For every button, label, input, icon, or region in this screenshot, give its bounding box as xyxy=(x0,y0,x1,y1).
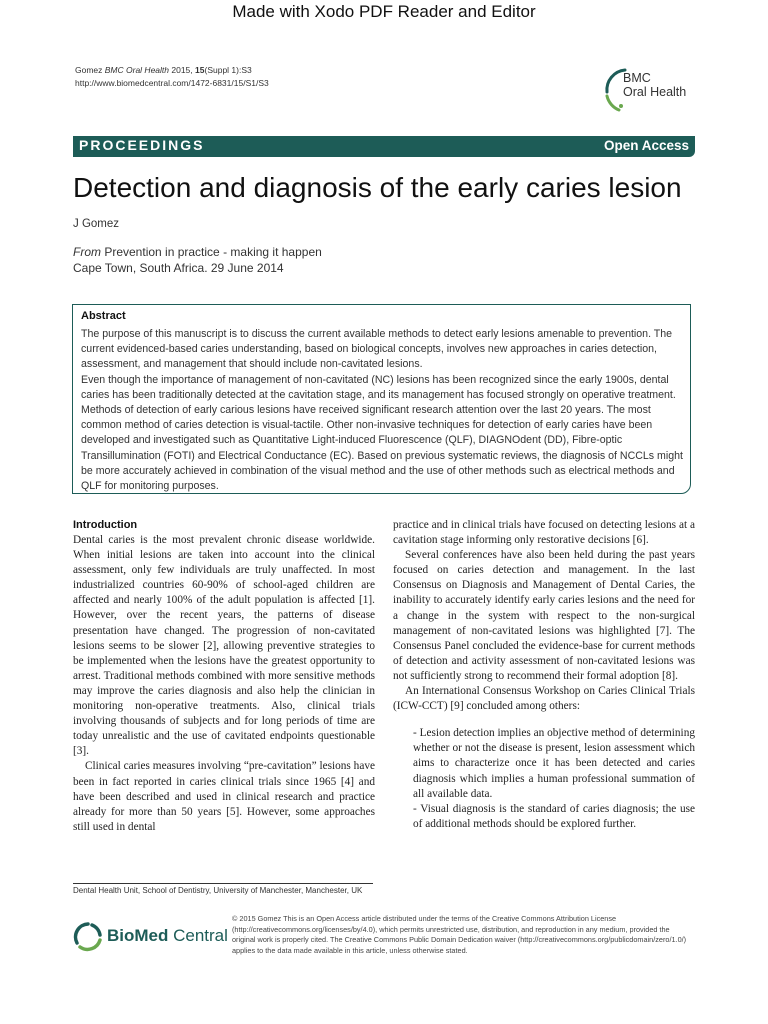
conference-location: Cape Town, South Africa. 29 June 2014 xyxy=(73,261,284,275)
from-prefix: From xyxy=(73,245,101,259)
citation-url[interactable]: http://www.biomedcentral.com/1472-6831/15/S1/S3 xyxy=(75,78,269,88)
citation-author: Gomez xyxy=(75,65,105,75)
proceedings-label: PROCEEDINGS xyxy=(79,137,205,153)
open-access-label: Open Access xyxy=(603,138,689,153)
article-title: Detection and diagnosis of the early caries lesion xyxy=(73,172,682,203)
bullet-item: - Visual diagnosis is the standard of caries diagnosis; the use of additional methods should be explored further. xyxy=(413,802,695,830)
article-author: J Gomez xyxy=(73,218,120,230)
logo-line-2: Oral Health xyxy=(623,85,687,99)
body-paragraph: practice and in clinical trials have focused on detecting lesions at a cavitation stage informing only restorative decisions [6]. xyxy=(393,519,695,547)
citation-volume: 15 xyxy=(195,65,205,75)
abstract-text xyxy=(81,327,683,494)
body-column-right xyxy=(393,518,695,832)
citation-issue: (Suppl 1):S3 xyxy=(204,65,252,75)
conference-event: Prevention in practice - making it happen xyxy=(101,245,322,259)
abstract-paragraph: Even though the importance of management of non-cavitated (NC) lesions has been recognized since the early 1900s, dental caries has been traditionally detected at the cavitation stage, and its management has focused strongly on operative treatment. Methods of detection of early carious lesions have received significant research attention over the last 20 years. The most common method of caries detection is visual-tactile. Other non-invasive techniques for detection of early caries have been developed and investigated such as Quantitative Light-induced Fluorescence (QLF), DIAGNOdent (DD), Fibre-optic Transillumination (FOTI) and Electrical Conductance (EC). Based on previous systematic reviews, the diagnosis of NCCLs might be more accurately achieved in combination of the visual method and the use of other methods such as electrical methods and QLF for monitoring purposes. xyxy=(81,373,683,493)
abstract-paragraph: The purpose of this manuscript is to discuss the current available methods to detect early lesions amenable to prevention. The current evidenced-based caries understanding, based on biological concepts, involves new approaches in caries detection, assessment, and management that should include non-cavitated lesions. xyxy=(81,328,673,371)
citation-journal: BMC Oral Health xyxy=(104,65,170,75)
bmc-oral-health-logo xyxy=(601,66,701,114)
license-text: © 2015 Gomez This is an Open Access article distributed under the terms of the Creative Commons Attribution License (http://creativecommons.org/licenses/by/4.0), which permits unrestricted use, distribution, and reproduction in any medium, provided the original work is properly cited. The Creative Commons Public Domain Dedication waiver (http://creativecommons.org/publicdomain/zero/1.0/) applies to the data made available in this article, unless otherwise stated. xyxy=(232,914,687,955)
citation-year: 2015, xyxy=(169,65,196,75)
conference-line xyxy=(73,244,322,260)
abstract-heading: Abstract xyxy=(81,310,126,322)
body-paragraph: An International Consensus Workshop on Caries Clinical Trials (ICW-CCT) [9] concluded among others: xyxy=(393,685,695,713)
citation-line xyxy=(75,64,269,77)
body-column-left xyxy=(73,518,375,835)
body-paragraph: Clinical caries measures involving “pre-cavitation” lesions have been in fact reported in caries clinical trials since 1965 [4] and have been described and used in clinical research and practice already for more than 50 years [5]. However, some approaches still used in dental xyxy=(73,760,375,833)
conference-info xyxy=(73,244,322,276)
biomed-wordmark xyxy=(107,926,228,946)
abstract-box xyxy=(72,304,691,494)
section-heading-introduction: Introduction xyxy=(73,519,138,531)
bullet-item: - Lesion detection implies an objective method of determining whether or not the disease is present, lesion assessment which aims to characterize once it has been detected and caries diagnosis which implies a human professional summation of all available data. xyxy=(413,727,695,800)
watermark-banner: Made with Xodo PDF Reader and Editor xyxy=(0,0,768,26)
footnote-divider xyxy=(73,883,373,884)
biomed-bold: BioMed xyxy=(107,926,169,945)
biomed-regular: Central xyxy=(168,926,228,945)
body-paragraph: Several conferences have also been held during the past years focused on caries detection and management. In the last Consensus on Diagnosis and Management of Dental Caries, the inability to accurately identify early caries lesions and the need for a change in the system with respect to the non-surgical management of non-cavitated lesions was highlighted [7]. The Consensus Panel concluded the evidence-base for current methods of detection and activity assessment of non-cavitated lesions was not sufficiently strong to recommend their formal adoption [8]. xyxy=(393,549,695,682)
proceedings-banner xyxy=(73,136,695,157)
logo-line-1: BMC xyxy=(623,71,651,85)
biomed-circle-icon xyxy=(73,922,103,952)
biomed-central-logo xyxy=(73,920,228,952)
affiliation-footnote: Dental Health Unit, School of Dentistry, University of Manchester, Manchester, UK xyxy=(73,886,363,895)
citation-header xyxy=(75,64,269,90)
body-paragraph: Dental caries is the most prevalent chronic disease worldwide. When initial lesions are taken into account into the clinical assessment, only few individuals are truly unaffected. In most industrialized countries 60-90% of school-aged children are affected and nearly 100% of the adult population is affected [1]. However, over the recent years, the patterns of disease presentation have changed. The progression of non-cavitated lesions seems to be slower [2], allowing preventive strategies to be implemented when the lesions have the greatest opportunity to arrest. Traditional methods combined with more sensitive methods may improve the caries diagnosis and also help the clinician in monitoring non-operative treatments. Also, clinical trials involving thousands of subjects and for long periods of time are today unrealistic and the use of cavitated endpoints questionable [3]. xyxy=(73,534,375,758)
